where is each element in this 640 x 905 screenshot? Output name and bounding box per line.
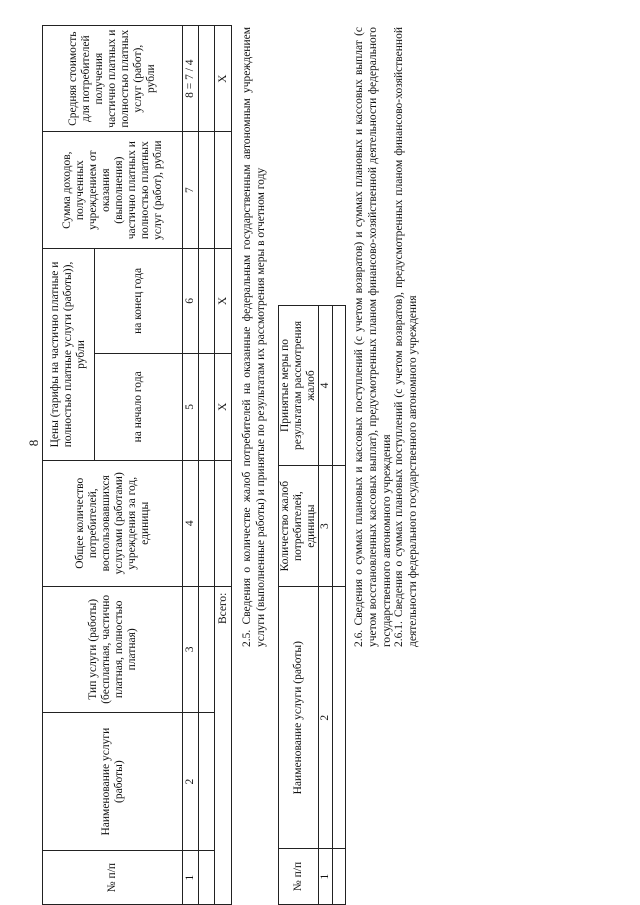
table-total-row xyxy=(215,26,232,905)
total-label: Всего: xyxy=(215,586,232,904)
table-number-row xyxy=(183,26,199,905)
num-cell: 3 xyxy=(183,586,199,712)
header-prices: Цены (тарифы на частично платные и полностью платные услуги (работы)), рубли xyxy=(43,249,95,461)
num-cell: 4 xyxy=(183,460,199,586)
header-complaints-count: Количество жалоб потребителей, единицы xyxy=(279,465,319,586)
header-service-type: Тип услуги (работы) (бесплатная, частично платная, полностью платная) xyxy=(43,586,183,712)
num-cell: 1 xyxy=(319,849,333,905)
header-price-end: на конец года xyxy=(95,249,183,354)
paragraph-2-6: 2.6. Сведения о суммах плановых и кассовых поступлений (с учетом возвратов) и суммах плановых и кассовых выплат (с учетом восстановленных кассовых выплат), предусмотренных планом финансово-хозяйственной деятельности федерального государственного автономного учреждения xyxy=(353,27,393,647)
paid-services-table xyxy=(42,25,232,905)
num-cell: 2 xyxy=(183,713,199,851)
header-num: № п/п xyxy=(43,851,183,905)
num-cell: 7 xyxy=(183,132,199,249)
complaints-table xyxy=(278,305,346,905)
total-x-cell: X xyxy=(215,249,232,354)
num-cell: 6 xyxy=(183,249,199,354)
paragraph-2-5: 2.5. Сведения о количестве жалоб потребителей на оказанные федеральным государственным автономным учреждением услуги (выполненные работы) и принятые по результатам их рассмотрения меры в отчетном году xyxy=(241,27,267,647)
num-cell: 4 xyxy=(319,306,333,466)
header-price-start: на начало года xyxy=(95,353,183,460)
header-service-name: Наименование услуги (работы) xyxy=(43,713,183,851)
header-average-cost: Средняя стоимость для потребителей получения частично платных и полностью платных услуг (работ), рубли xyxy=(43,26,183,132)
num-cell: 8 = 7 / 4 xyxy=(183,26,199,132)
paragraph-2-6-1: 2.6.1. Сведения о суммах плановых поступлений (с учетом возвратов), предусмотренных планом финансово-хозяйственной деятельности федерального государственного автономного учреждения xyxy=(393,27,419,647)
num-cell: 2 xyxy=(319,587,333,849)
num-cell: 3 xyxy=(319,465,333,586)
num-cell: 5 xyxy=(183,353,199,460)
header-measures: Принятые меры по результатам рассмотрения жалоб xyxy=(279,306,319,466)
header-income-sum: Сумма доходов, полученных учреждением от оказания (выполнения) частично платных и полностью платных услуг (работ), рубли xyxy=(43,132,183,249)
num-cell: 1 xyxy=(183,851,199,905)
table-empty-row xyxy=(199,26,215,905)
page-number: 8 xyxy=(26,439,41,447)
table-empty-row xyxy=(333,306,346,905)
header-service-name: Наименование услуги (работы) xyxy=(279,587,319,849)
header-num: № п/п xyxy=(279,849,319,905)
header-consumers-count: Общее количество потребителей, воспользовавшихся услугами (работами) учреждения за год, единицы xyxy=(43,460,183,586)
table-number-row xyxy=(319,306,333,905)
total-x-cell: X xyxy=(215,353,232,460)
total-x-cell: X xyxy=(215,26,232,132)
